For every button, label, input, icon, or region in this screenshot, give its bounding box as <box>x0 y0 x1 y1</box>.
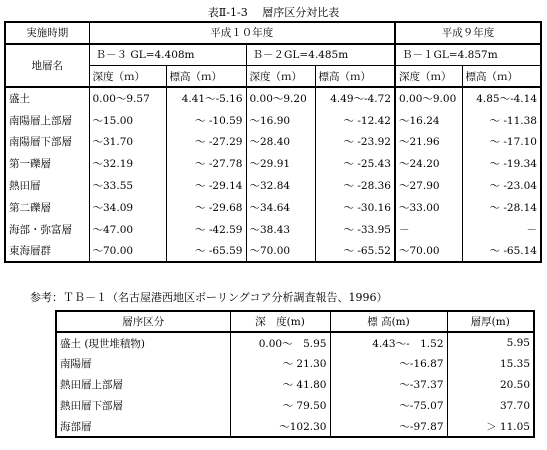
ref-depth-cell: ～ 21.30 <box>230 353 330 374</box>
elevation-cell: ～ -29.14 <box>166 175 246 197</box>
ref-depth-cell: ～102.30 <box>230 416 330 437</box>
depth-cell: ～38.43 <box>246 218 315 240</box>
ref-strata-name: 盛土 (現世堆積物) <box>56 332 230 353</box>
reference-row <box>56 374 534 395</box>
header-row-bores <box>5 44 541 66</box>
elevation-cell: ～ -65.14 <box>462 240 541 262</box>
depth-cell: ～70.00 <box>246 240 315 262</box>
bore-b3: Ｂ－３ GL=4.408m <box>89 44 246 66</box>
ref-header-strata: 層序区分 <box>56 311 230 332</box>
elevation-cell: ～ -25.43 <box>315 153 395 175</box>
depth-cell: ～16.24 <box>395 109 462 131</box>
sub-depth-b2: 深度（ｍ） <box>246 66 315 88</box>
strata-row <box>5 218 541 240</box>
strata-row <box>5 131 541 153</box>
depth-cell: ～28.40 <box>246 131 315 153</box>
ref-thickness-cell: 20.50 <box>447 374 534 395</box>
elevation-cell: ～ -33.95 <box>315 218 395 240</box>
depth-cell: ～70.00 <box>89 240 166 262</box>
ref-strata-name: 熱田層上部層 <box>56 374 230 395</box>
strata-name: 南陽層下部層 <box>5 131 89 153</box>
elevation-cell: ～ -65.59 <box>166 240 246 262</box>
depth-cell: 0.00～9.00 <box>395 87 462 109</box>
reference-note: 参考：ＴＢ－１（名古屋港西地区ボーリングコア分析調査報告、1996） <box>30 291 388 304</box>
ref-depth-cell: 0.00～ 5.95 <box>230 332 330 353</box>
header-h9: 平成９年度 <box>395 22 541 44</box>
ref-elevation-cell: ～-16.87 <box>330 353 447 374</box>
elevation-cell: ～ -29.68 <box>166 196 246 218</box>
sub-depth-b1: 深度（ｍ） <box>395 66 462 88</box>
strata-row <box>5 109 541 131</box>
depth-cell: ～32.19 <box>89 153 166 175</box>
strata-name: 盛土 <box>5 87 89 109</box>
depth-cell: ～24.20 <box>395 153 462 175</box>
strata-row <box>5 240 541 262</box>
sub-elev-b3: 標高（ｍ） <box>166 66 246 88</box>
elevation-cell: ～ -27.29 <box>166 131 246 153</box>
table-caption: 表Ⅱ-1-3 層序区分対比表 <box>207 6 340 19</box>
elevation-cell: ～ -23.04 <box>462 175 541 197</box>
depth-cell: ～27.90 <box>395 175 462 197</box>
reference-table <box>55 310 535 438</box>
ref-strata-name: 南陽層 <box>56 353 230 374</box>
depth-cell: ～32.84 <box>246 175 315 197</box>
elevation-cell: ～ -27.78 <box>166 153 246 175</box>
ref-depth-cell: ～ 41.80 <box>230 374 330 395</box>
depth-cell: ～15.00 <box>89 109 166 131</box>
strata-row <box>5 87 541 109</box>
bore-b2: Ｂ－２GL=4.485m <box>246 44 395 66</box>
elevation-cell: ～ -12.42 <box>315 109 395 131</box>
reference-header-row <box>56 311 534 332</box>
ref-elevation-cell: ～-37.37 <box>330 374 447 395</box>
ref-elevation-cell: 4.43～- 1.52 <box>330 332 447 353</box>
reference-row <box>56 395 534 416</box>
depth-cell: ～34.64 <box>246 196 315 218</box>
depth-cell: ～34.09 <box>89 196 166 218</box>
ref-strata-name: 海部層 <box>56 416 230 437</box>
ref-thickness-cell: 5.95 <box>447 332 534 353</box>
elevation-cell: ～ -30.16 <box>315 196 395 218</box>
elevation-cell: ～ -17.10 <box>462 131 541 153</box>
elevation-cell: ～ -19.34 <box>462 153 541 175</box>
sub-elev-b1: 標高（ｍ） <box>462 66 541 88</box>
depth-cell: － <box>395 218 462 240</box>
strata-name: 熱田層 <box>5 175 89 197</box>
elevation-cell: ～ -42.59 <box>166 218 246 240</box>
strata-comparison-table <box>4 21 542 263</box>
sub-elev-b2: 標高（ｍ） <box>315 66 395 88</box>
header-strata: 地層名 <box>5 44 89 88</box>
depth-cell: ～21.96 <box>395 131 462 153</box>
elevation-cell: ～ -10.59 <box>166 109 246 131</box>
ref-elevation-cell: ～-75.07 <box>330 395 447 416</box>
depth-cell: ～33.55 <box>89 175 166 197</box>
reference-row <box>56 416 534 437</box>
strata-name: 海部・弥富層 <box>5 218 89 240</box>
elevation-cell: ～ -28.14 <box>462 196 541 218</box>
strata-name: 第一礫層 <box>5 153 89 175</box>
header-period: 実施時期 <box>5 22 89 44</box>
ref-strata-name: 熱田層下部層 <box>56 395 230 416</box>
elevation-cell: ～ -11.38 <box>462 109 541 131</box>
ref-depth-cell: ～ 79.50 <box>230 395 330 416</box>
depth-cell: ～70.00 <box>395 240 462 262</box>
elevation-cell: ～ -28.36 <box>315 175 395 197</box>
strata-row <box>5 175 541 197</box>
elevation-cell: 4.85～-4.14 <box>462 87 541 109</box>
ref-header-elev: 標 高(m) <box>330 311 447 332</box>
ref-thickness-cell: ＞ 11.05 <box>447 416 534 437</box>
strata-row <box>5 153 541 175</box>
ref-elevation-cell: ～-97.87 <box>330 416 447 437</box>
elevation-cell: 4.49～-4.72 <box>315 87 395 109</box>
reference-row <box>56 332 534 353</box>
ref-thickness-cell: 37.70 <box>447 395 534 416</box>
strata-name: 南陽層上部層 <box>5 109 89 131</box>
sub-depth-b3: 深度（ｍ） <box>89 66 166 88</box>
ref-header-thickness: 層厚(m) <box>447 311 534 332</box>
depth-cell: ～29.91 <box>246 153 315 175</box>
elevation-cell: ～ -65.52 <box>315 240 395 262</box>
reference-row <box>56 353 534 374</box>
elevation-cell: － <box>462 218 541 240</box>
strata-name: 東海層群 <box>5 240 89 262</box>
depth-cell: 0.00～9.20 <box>246 87 315 109</box>
depth-cell: 0.00～9.57 <box>89 87 166 109</box>
strata-row <box>5 196 541 218</box>
header-row-period <box>5 22 541 44</box>
depth-cell: ～33.00 <box>395 196 462 218</box>
header-h10: 平成１０年度 <box>89 22 395 44</box>
bore-b1: Ｂ－１GL=4.857m <box>395 44 541 66</box>
depth-cell: ～31.70 <box>89 131 166 153</box>
strata-name: 第二礫層 <box>5 196 89 218</box>
ref-header-depth: 深 度(m) <box>230 311 330 332</box>
depth-cell: ～47.00 <box>89 218 166 240</box>
ref-thickness-cell: 15.35 <box>447 353 534 374</box>
elevation-cell: 4.41～-5.16 <box>166 87 246 109</box>
elevation-cell: ～ -23.92 <box>315 131 395 153</box>
depth-cell: ～16.90 <box>246 109 315 131</box>
